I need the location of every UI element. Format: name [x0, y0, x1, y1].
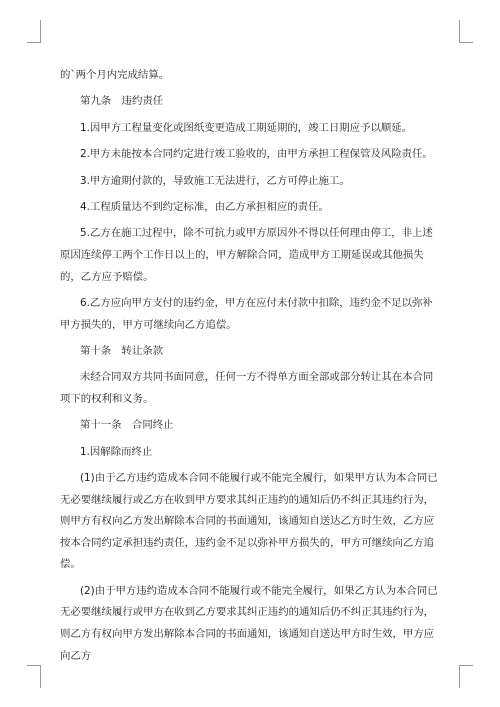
clause-9-5: 5.乙方在施工过程中，除不可抗力或甲方原因外不得以任何理由停工，非上述原因连续停工两个工作日以上的，甲方解除合同，造成甲方工期延误或其他损失的，乙方应予赔偿。 — [60, 227, 433, 283]
section-heading-article-9: 第九条 违约责任 — [80, 95, 164, 108]
clause-9-6: 6.乙方应向甲方支付的违约金，甲方在应付未付款中扣除，违约金不足以弥补甲方损失的，甲方可继续向乙方追偿。 — [60, 296, 433, 331]
document-body — [60, 65, 443, 672]
section-heading-article-10: 第十条 转让条款 — [80, 344, 164, 357]
clause-9-4: 4.工程质量达不到约定标准，由乙方承担相应的责任。 — [80, 200, 329, 213]
clause-9-1: 1.因甲方工程量变化或图纸变更造成工期延期的，竣工日期应予以顺延。 — [80, 121, 413, 134]
clause-11-1: 1.因解除而终止 — [80, 445, 153, 458]
clause-9-3: 3.甲方逾期付款的，导致施工无法进行，乙方可停止施工。 — [80, 174, 350, 187]
clause-11-1-1: (1)由于乙方违约造成本合同不能履行或不能完全履行，如果甲方认为本合同已无必要继续履行或乙方在收到甲方要求其纠正违约的通知后仍不纠正其违约行为，则甲方有权向乙方发出解除本合同的书面通知，该通知自送达乙方时生效，乙方应按本合同约定承担违约责任，违约金不足以弥补甲方损失的，甲方可继续向乙方追偿。 — [60, 472, 438, 571]
clause-11-1-2: (2)由于甲方违约造成本合同不能履行或不能完全履行，如果乙方认为本合同已无必要继续履行或甲方在收到乙方要求其纠正违约的通知后仍不纠正其违约行为，则乙方有权向甲方发出解除本合同的书面通知，该通知自送达甲方时生效，甲方应向乙方 — [60, 584, 438, 662]
page-corner-mark-top-right — [459, 20, 473, 43]
page-corner-mark-top-left — [27, 20, 41, 43]
clause-10-body: 未经合同双方共同书面同意，任何一方不得单方面全部或部分转让其在本合同项下的权利和义务。 — [60, 371, 434, 405]
paragraph-continuation: 的`两个月内完成结算。 — [60, 69, 170, 81]
section-heading-article-11: 第十一条 合同终止 — [80, 419, 174, 432]
page-corner-mark-bottom-left — [27, 665, 41, 688]
page-corner-mark-bottom-right — [459, 665, 473, 688]
clause-9-2: 2.甲方未能按本合同约定进行竣工验收的，由甲方承担工程保管及风险责任。 — [80, 148, 433, 161]
